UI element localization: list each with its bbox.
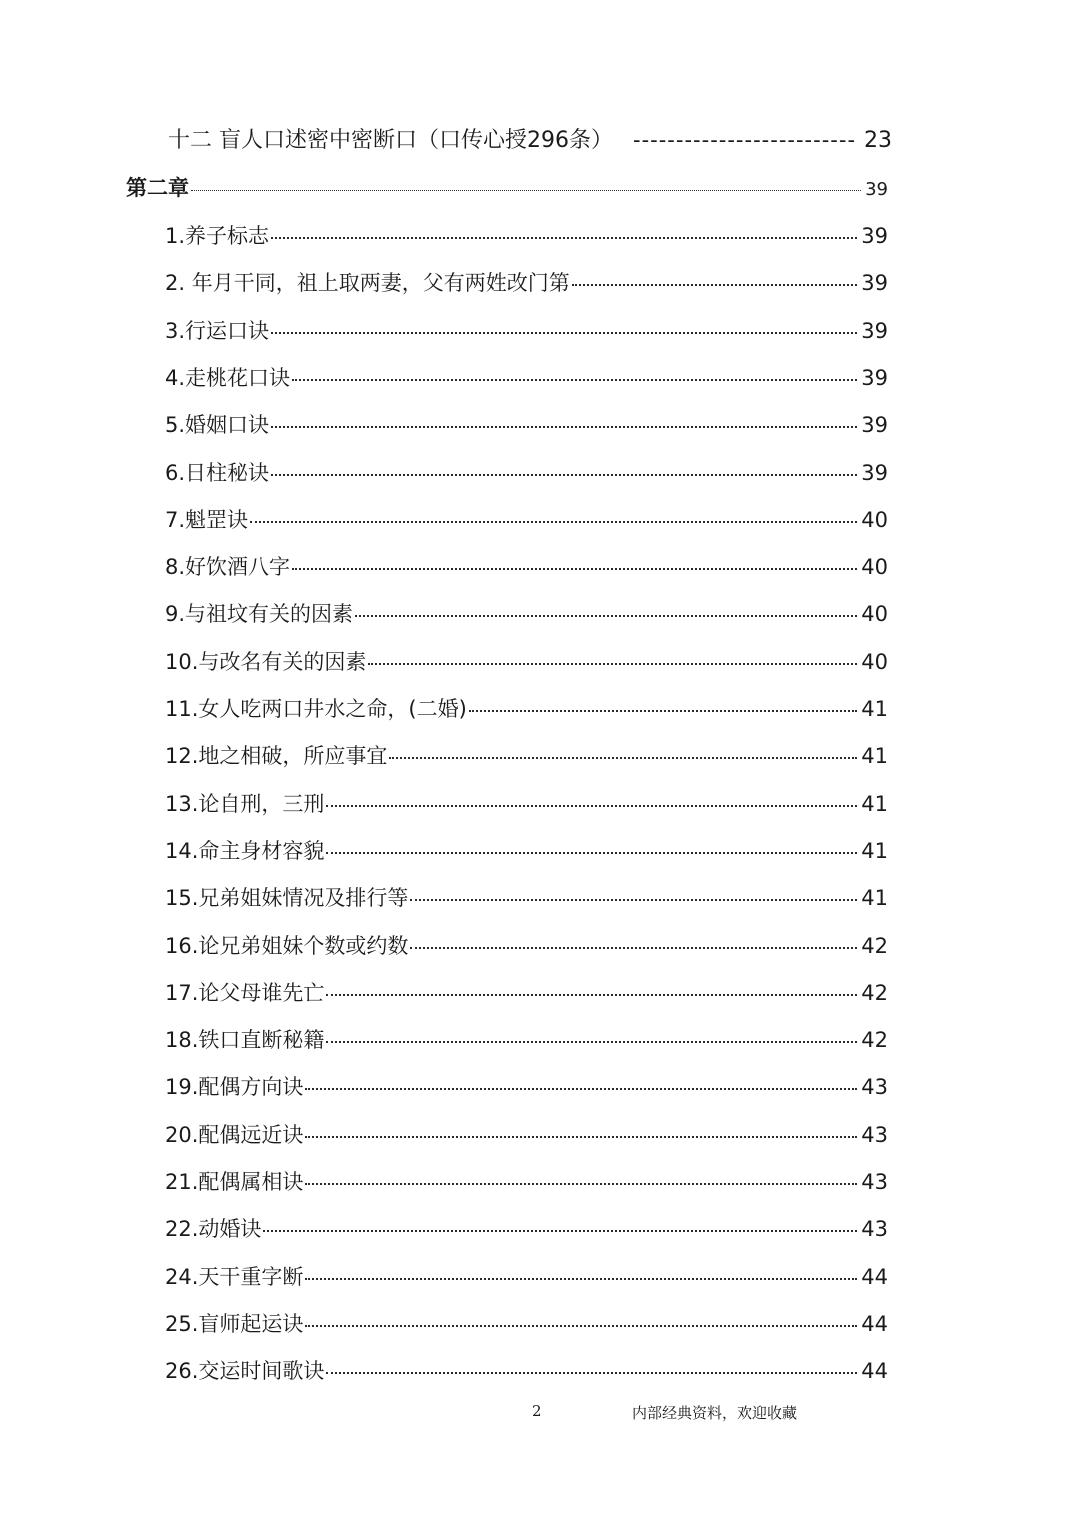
toc-leader	[305, 1325, 857, 1327]
toc-entry-page: 41	[861, 697, 888, 721]
toc-entry-page: 40	[861, 555, 888, 579]
toc-entry[interactable]	[165, 837, 888, 865]
toc-entry[interactable]	[165, 553, 888, 581]
toc-entry[interactable]	[165, 932, 888, 960]
toc-entry-page: 39	[861, 413, 888, 437]
toc-entry-page: 42	[861, 934, 888, 958]
toc-leader	[271, 426, 857, 428]
toc-entry-page: 42	[861, 981, 888, 1005]
chapter-label: 第二章	[126, 176, 189, 200]
toc-entry-label: 18.铁口直断秘籍	[165, 1028, 325, 1052]
toc-entry-page: 44	[861, 1312, 888, 1336]
toc-entry-label: 25.盲师起运诀	[165, 1312, 304, 1336]
toc-leader	[410, 899, 857, 901]
toc-entry-page: 39	[861, 461, 888, 485]
toc-entry[interactable]	[165, 1121, 888, 1149]
toc-entry-label: 12.地之相破，所应事宜	[165, 744, 388, 768]
toc-entry[interactable]	[165, 1073, 888, 1101]
toc-leader	[326, 805, 857, 807]
toc-entry-label: 20.配偶远近诀	[165, 1123, 304, 1147]
toc-entry-page: 41	[861, 839, 888, 863]
toc-leader	[389, 757, 857, 759]
toc-entry-label: 24.天干重字断	[165, 1265, 304, 1289]
footer-page-number: 2	[532, 1402, 542, 1420]
toc-entry-label: 6.日柱秘诀	[165, 461, 270, 485]
toc-entry-label: 2. 年月干同，祖上取两妻，父有两姓改门第	[165, 271, 570, 295]
toc-leader	[410, 947, 857, 949]
toc-leader	[305, 1136, 857, 1138]
toc-leader	[292, 568, 857, 570]
toc-entry-page: 42	[861, 1028, 888, 1052]
toc-entry-label: 21.配偶属相诀	[165, 1170, 304, 1194]
toc-entry[interactable]	[165, 742, 888, 770]
toc-leader	[305, 1088, 857, 1090]
toc-entry[interactable]	[165, 790, 888, 818]
toc-entry[interactable]	[165, 459, 888, 487]
toc-entry-page: 39	[861, 366, 888, 390]
toc-entry-label: 7.魁罡诀	[165, 508, 249, 532]
footer-note: 内部经典资料，欢迎收藏	[632, 1404, 798, 1422]
toc-leader	[271, 332, 857, 334]
toc-leader	[250, 521, 857, 523]
toc-entry-label: 十二 盲人口述密中密断口（口传心授296条）	[168, 128, 613, 153]
chapter-page: 39	[865, 179, 888, 200]
toc-leader	[368, 663, 857, 665]
toc-entry-label: 8.好饮酒八字	[165, 555, 291, 579]
toc-entry-label: 3.行运口诀	[165, 319, 270, 343]
toc-entry[interactable]	[165, 695, 888, 723]
toc-leader: --------------------------	[633, 128, 857, 152]
toc-entry-top[interactable]	[168, 126, 892, 155]
toc-entry[interactable]	[165, 1215, 888, 1243]
toc-leader	[305, 1278, 857, 1280]
toc-entry-label: 11.女人吃两口井水之命，(二婚)	[165, 697, 467, 721]
toc-entry[interactable]	[165, 506, 888, 534]
toc-leader	[292, 379, 857, 381]
toc-chapter-heading[interactable]	[126, 174, 888, 204]
toc-entry[interactable]	[165, 1168, 888, 1196]
toc-leader	[326, 852, 857, 854]
toc-entry-label: 9.与祖坟有关的因素	[165, 602, 354, 626]
toc-entry-label: 26.交运时间歌诀	[165, 1359, 325, 1383]
toc-leader	[469, 710, 857, 712]
toc-entry-page: 40	[861, 508, 888, 532]
toc-leader	[326, 1041, 857, 1043]
toc-leader	[355, 615, 857, 617]
toc-entry[interactable]	[165, 648, 888, 676]
toc-entry[interactable]	[165, 1263, 888, 1291]
toc-entry-label: 22.动婚诀	[165, 1217, 262, 1241]
toc-entry-page: 43	[861, 1123, 888, 1147]
toc-entry-label: 15.兄弟姐妹情况及排行等	[165, 886, 409, 910]
toc-leader	[191, 190, 861, 191]
toc-entry-page: 41	[861, 886, 888, 910]
toc-leader	[572, 284, 858, 286]
toc-entry[interactable]	[165, 1026, 888, 1054]
toc-entry-label: 17.论父母谁先亡	[165, 981, 325, 1005]
toc-entry[interactable]	[165, 411, 888, 439]
toc-entry-page: 39	[861, 319, 888, 343]
toc-entry-page: 44	[861, 1265, 888, 1289]
toc-entry-label: 16.论兄弟姐妹个数或约数	[165, 934, 409, 958]
toc-entry-label: 13.论自刑，三刑	[165, 792, 325, 816]
toc-leader	[305, 1183, 857, 1185]
toc-entry[interactable]	[165, 600, 888, 628]
toc-leader	[271, 237, 857, 239]
toc-entry-page: 40	[861, 602, 888, 626]
toc-entry-label: 5.婚姻口诀	[165, 413, 270, 437]
toc-entry[interactable]	[165, 269, 888, 297]
toc-entry-page: 39	[861, 271, 888, 295]
toc-leader	[326, 994, 857, 996]
toc-entry-page: 43	[861, 1075, 888, 1099]
toc-entry[interactable]	[165, 1310, 888, 1338]
toc-entry-page: 41	[861, 792, 888, 816]
toc-entry-label: 19.配偶方向诀	[165, 1075, 304, 1099]
toc-entry-page: 40	[861, 650, 888, 674]
toc-entry-label: 4.走桃花口诀	[165, 366, 291, 390]
toc-leader	[263, 1230, 857, 1232]
toc-entry-label: 10.与改名有关的因素	[165, 650, 367, 674]
toc-entry-page: 39	[861, 224, 888, 248]
toc-entry[interactable]	[165, 979, 888, 1007]
toc-leader	[271, 474, 857, 476]
toc-entry-page: 41	[861, 744, 888, 768]
toc-entry-page: 43	[861, 1170, 888, 1194]
toc-leader	[326, 1372, 857, 1374]
toc-entry[interactable]	[165, 1357, 888, 1385]
toc-entry[interactable]	[165, 317, 888, 345]
toc-entry-label: 14.命主身材容貌	[165, 839, 325, 863]
toc-entry[interactable]	[165, 884, 888, 912]
toc-entry-label: 1.养子标志	[165, 224, 270, 248]
toc-entry-page: 44	[861, 1359, 888, 1383]
toc-entry[interactable]	[165, 222, 888, 250]
toc-entry-page: 23	[864, 128, 892, 153]
toc-entry[interactable]	[165, 364, 888, 392]
toc-entry-page: 43	[861, 1217, 888, 1241]
